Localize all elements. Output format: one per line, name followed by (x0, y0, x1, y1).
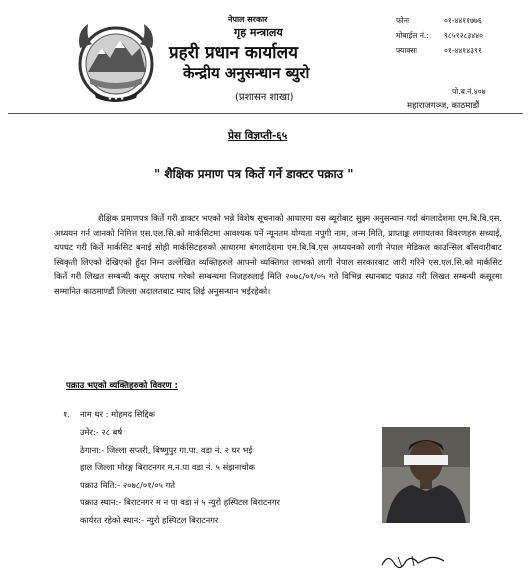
person-name: नाम थर : मोहमद सिद्दिक (80, 409, 155, 419)
person-workplace: कार्यरत रहेको स्थान:- न्युरो हस्पिटल बिराटनगर (80, 515, 219, 525)
press-release-headline: " शैक्षिक प्रमाण पत्र किर्ते गर्ने डाक्टर पक्राउ " (154, 167, 354, 181)
mobile-value: ९८५१२८३४४० (444, 31, 483, 40)
person-arrest-place: पक्राउ स्थान:- बिराटनगर म न पा वडा नं ५ न्युरो हस्पिटल बिराटनगर (80, 497, 280, 507)
svg-text:★ ★ ★: ★ ★ ★ (107, 96, 125, 102)
fax-value: ०१-४४१४३९१ (444, 46, 482, 55)
arrested-section-title: पक्राउ भएको व्यक्तिहरुको विवरण : (66, 381, 178, 391)
body-paragraph: शैक्षिक प्रमाणपत्र किर्ते गरी डाक्टर भएको भन्ने विशेष सूचनाको आधारमा यस ब्यूरोबाट सुक्ष्म अनुसन्धान गर्दा बंगलादेशमा एम.बि.बि.एस. अध्ययन गर्न जानको निमित्त एस.एल.सि.को मार्कसिटमा आवश्यक पर्ने न्यूनतम योग्यता नपुगी नाम, जन्म मिति, प्राप्ताङ्क लगायतका विवरणहरु सच्याई, थपघट गरी किर्ते मार्कसिट बनाई सोही मार्कसिटहरुको आधारमा बंगलादेशमा एम.बि.बि.एस अध्ययनको लागी नेपाल मेडिकल काउन्सिल बाँसवारीबाट स्विकृती लिएको देखिएको हुँदा निम्न उल्लेखित व्यक्तिहरुले आफ्नो व्यक्तिगत लाभको लागी नेपाल सरकारबाट जारी गरिने एस.एल.सि.को मार्कसिट किर्ते गरी लिखत सम्बन्धी कसूर अपराध गरेको सम्बन्धमा निजहरुलाई मिति २०७८/०१/०५ गते विभिन्न स्थानबाट पक्राउ गरी लिखत सम्बन्धी कसूरमा सम्मानित काठमाण्डौं जिल्ला अदालतबाट म्याद लिई अनुसन्धान भईरहेको। (54, 213, 502, 296)
government-line: नेपाल सरकार (228, 15, 268, 24)
signature-icon (378, 551, 448, 569)
fax-label: फ्याक्सः (396, 46, 417, 55)
office-address: महाराजगञ्ज, काठमाडौं (407, 101, 480, 111)
press-release-number: प्रेस विज्ञप्ती-६५ (228, 130, 288, 142)
person-current-address: हाल जिल्ला मोरङ्ग बिराटनगर म.न.पा वडा नं. ५ संझनाचोक (80, 462, 256, 472)
person-address: ठेगाना:- जिल्ला सप्तरी, बिष्णुपुर गा.पा. वडा नं. २ घर भई (80, 445, 253, 455)
nepal-emblem-icon (74, 18, 158, 104)
phone-value: ०१-४४११७७६ (444, 16, 482, 25)
office-name: प्रहरी प्रधान कार्यालय (169, 43, 298, 63)
ministry-name: गृह मन्त्रालय (234, 26, 283, 39)
person-index: १. (63, 409, 70, 419)
bureau-name: केन्द्रीय अनुसन्धान ब्युरो (183, 64, 310, 82)
header-divider (8, 113, 523, 114)
branch-name: (प्रशासन शाखा) (235, 92, 294, 103)
person-arrest-date: पक्राउ मिति:- २०७८/०१/०५ गते (80, 480, 175, 490)
person-age: उमेर:- २८ बर्ष (80, 427, 123, 437)
person-photo (382, 427, 470, 523)
mobile-label: मोबाईल नं.: (396, 31, 429, 40)
phone-label: फोनः (396, 16, 410, 25)
po-box: पो.ब.नं.४०७ (452, 87, 486, 96)
